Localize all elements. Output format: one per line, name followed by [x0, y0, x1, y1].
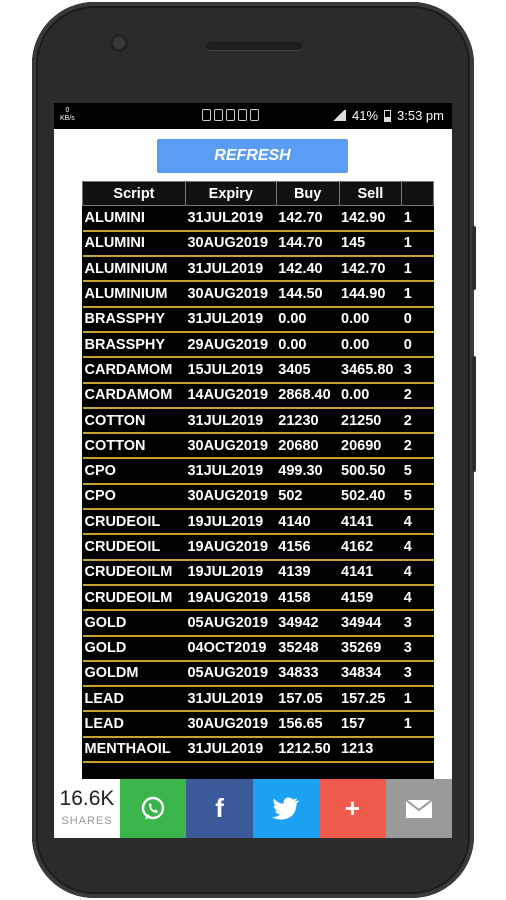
cell-buy: 2868.40 [276, 383, 339, 408]
signal-icon [332, 110, 346, 121]
cell-expiry: 05AUG2019 [185, 610, 276, 635]
cell-script: BRASSPHY [83, 332, 186, 357]
cell-script: ALUMINIUM [83, 256, 186, 281]
cell-extra: 1 [402, 206, 434, 231]
volte-icon [226, 109, 235, 121]
battery-icon [384, 110, 391, 122]
battery-percent: 41% [351, 108, 379, 123]
network-speed-value: 0 [65, 107, 70, 114]
table-header-row [83, 182, 434, 206]
cell-sell: 4141 [339, 509, 402, 534]
table-row[interactable] [83, 610, 434, 635]
notification-icons [202, 109, 259, 121]
cell-sell: 144.90 [339, 281, 402, 306]
quotes-table [82, 181, 434, 763]
cell-expiry: 31JUL2019 [185, 686, 276, 711]
cell-sell: 20690 [339, 433, 402, 458]
cell-extra: 3 [402, 357, 434, 382]
table-body [83, 206, 434, 763]
cell-script: GOLD [83, 610, 186, 635]
cell-sell: 157.25 [339, 686, 402, 711]
cell-expiry: 15JUL2019 [185, 357, 276, 382]
cell-extra: 0 [402, 307, 434, 332]
email-share-button[interactable] [386, 779, 452, 838]
cell-script: LEAD [83, 686, 186, 711]
table-row[interactable] [83, 661, 434, 686]
table-row[interactable] [83, 686, 434, 711]
cell-script: CPO [83, 484, 186, 509]
clock: 3:53 pm [397, 108, 444, 123]
header-sell[interactable]: Sell [339, 182, 402, 206]
cell-expiry: 30AUG2019 [185, 231, 276, 256]
cell-sell: 0.00 [339, 307, 402, 332]
plus-icon: + [344, 793, 360, 823]
whatsapp-icon [139, 795, 167, 823]
earpiece-speaker [206, 42, 302, 50]
cell-expiry: 30AUG2019 [185, 433, 276, 458]
power-button [472, 226, 476, 290]
cell-expiry: 04OCT2019 [185, 636, 276, 661]
cell-script: LEAD [83, 711, 186, 736]
cell-sell: 142.70 [339, 256, 402, 281]
cell-buy: 502 [276, 484, 339, 509]
twitter-icon [272, 797, 300, 821]
facebook-icon: f [215, 793, 224, 823]
cell-sell: 145 [339, 231, 402, 256]
cell-buy: 4156 [276, 534, 339, 559]
cell-expiry: 29AUG2019 [185, 332, 276, 357]
refresh-button[interactable]: REFRESH [157, 139, 348, 173]
cell-extra: 5 [402, 484, 434, 509]
table-row[interactable] [83, 560, 434, 585]
cell-buy: 3405 [276, 357, 339, 382]
cell-script: COTTON [83, 433, 186, 458]
share-bar [54, 779, 452, 838]
cell-expiry: 31JUL2019 [185, 256, 276, 281]
table-row[interactable] [83, 509, 434, 534]
header-expiry[interactable]: Expiry [185, 182, 276, 206]
cell-sell: 502.40 [339, 484, 402, 509]
cell-buy: 157.05 [276, 686, 339, 711]
table-row[interactable] [83, 711, 434, 736]
twitter-share-button[interactable] [253, 779, 319, 838]
cell-expiry: 31JUL2019 [185, 408, 276, 433]
cell-buy: 0.00 [276, 332, 339, 357]
cell-extra: 1 [402, 256, 434, 281]
cell-buy: 4140 [276, 509, 339, 534]
cell-buy: 156.65 [276, 711, 339, 736]
cell-expiry: 19AUG2019 [185, 585, 276, 610]
quotes-table-container[interactable] [82, 181, 434, 781]
facebook-share-button[interactable] [186, 779, 252, 838]
notification-icon [214, 109, 223, 121]
table-row[interactable] [83, 484, 434, 509]
cell-script: CRUDEOILM [83, 560, 186, 585]
cell-sell: 3465.80 [339, 357, 402, 382]
cell-extra: 4 [402, 585, 434, 610]
network-speed-unit: KB/s [60, 115, 75, 122]
cell-extra: 1 [402, 711, 434, 736]
cell-script: GOLDM [83, 661, 186, 686]
cell-buy: 144.70 [276, 231, 339, 256]
table-row[interactable] [83, 231, 434, 256]
cell-extra: 2 [402, 433, 434, 458]
share-count-value: 16.6K [59, 787, 115, 810]
cell-buy: 144.50 [276, 281, 339, 306]
cell-buy: 35248 [276, 636, 339, 661]
cell-sell: 500.50 [339, 458, 402, 483]
table-row[interactable] [83, 307, 434, 332]
cell-sell: 1213 [339, 737, 402, 762]
cell-script: CPO [83, 458, 186, 483]
header-script[interactable]: Script [83, 182, 186, 206]
header-extra[interactable] [402, 182, 434, 206]
cell-expiry: 31JUL2019 [185, 307, 276, 332]
table-row[interactable] [83, 357, 434, 382]
cell-sell: 142.90 [339, 206, 402, 231]
cell-script: CRUDEOILM [83, 585, 186, 610]
cell-script: ALUMINI [83, 206, 186, 231]
cell-expiry: 30AUG2019 [185, 281, 276, 306]
status-right [332, 108, 444, 123]
cell-buy: 34942 [276, 610, 339, 635]
cell-extra: 4 [402, 509, 434, 534]
cell-extra: 4 [402, 560, 434, 585]
cell-sell: 157 [339, 711, 402, 736]
cell-script: CARDAMOM [83, 357, 186, 382]
cell-extra: 3 [402, 636, 434, 661]
network-speed [60, 107, 75, 123]
cell-sell: 4141 [339, 560, 402, 585]
cell-script: CARDAMOM [83, 383, 186, 408]
cell-sell: 0.00 [339, 332, 402, 357]
mail-icon [405, 799, 433, 819]
cell-sell: 35269 [339, 636, 402, 661]
share-count [54, 779, 120, 838]
cell-buy: 4139 [276, 560, 339, 585]
cell-extra: 4 [402, 534, 434, 559]
table-row[interactable] [83, 256, 434, 281]
cell-expiry: 19AUG2019 [185, 534, 276, 559]
cell-script: MENTHAOIL [83, 737, 186, 762]
cell-script: BRASSPHY [83, 307, 186, 332]
cell-extra: 5 [402, 458, 434, 483]
cell-buy: 1212.50 [276, 737, 339, 762]
cell-expiry: 19JUL2019 [185, 560, 276, 585]
cell-extra: 1 [402, 686, 434, 711]
cell-sell: 0.00 [339, 383, 402, 408]
front-camera [110, 34, 128, 52]
cell-expiry: 31JUL2019 [185, 206, 276, 231]
volume-button [472, 356, 476, 472]
cell-expiry: 31JUL2019 [185, 458, 276, 483]
cell-expiry: 19JUL2019 [185, 509, 276, 534]
table-row[interactable] [83, 737, 434, 762]
whatsapp-share-button[interactable] [120, 779, 186, 838]
table-row[interactable] [83, 458, 434, 483]
cell-extra: 3 [402, 661, 434, 686]
cell-script: COTTON [83, 408, 186, 433]
table-row[interactable] [83, 332, 434, 357]
lte-icon [250, 109, 259, 121]
cell-script: ALUMINIUM [83, 281, 186, 306]
cell-extra: 3 [402, 610, 434, 635]
notification-icon [202, 109, 211, 121]
cell-extra: 1 [402, 281, 434, 306]
cell-extra: 2 [402, 408, 434, 433]
status-bar [54, 103, 452, 129]
table-row[interactable] [83, 534, 434, 559]
cell-expiry: 14AUG2019 [185, 383, 276, 408]
cell-expiry: 30AUG2019 [185, 711, 276, 736]
cell-sell: 21250 [339, 408, 402, 433]
table-row[interactable] [83, 636, 434, 661]
wifi-icon [238, 109, 247, 121]
cell-buy: 4158 [276, 585, 339, 610]
table-row[interactable] [83, 433, 434, 458]
cell-sell: 4162 [339, 534, 402, 559]
cell-buy: 142.40 [276, 256, 339, 281]
cell-script: CRUDEOIL [83, 534, 186, 559]
cell-script: CRUDEOIL [83, 509, 186, 534]
cell-sell: 4159 [339, 585, 402, 610]
cell-script: ALUMINI [83, 231, 186, 256]
table-row[interactable] [83, 408, 434, 433]
share-count-label: SHARES [61, 815, 113, 827]
table-row[interactable] [83, 206, 434, 231]
cell-buy: 34833 [276, 661, 339, 686]
table-row[interactable] [83, 383, 434, 408]
cell-buy: 0.00 [276, 307, 339, 332]
cell-sell: 34944 [339, 610, 402, 635]
table-row[interactable] [83, 281, 434, 306]
cell-extra: 0 [402, 332, 434, 357]
cell-buy: 499.30 [276, 458, 339, 483]
cell-sell: 34834 [339, 661, 402, 686]
table-row[interactable] [83, 585, 434, 610]
phone-screen [54, 103, 452, 827]
cell-extra: 2 [402, 383, 434, 408]
cell-buy: 21230 [276, 408, 339, 433]
app-content [54, 129, 452, 827]
cell-buy: 142.70 [276, 206, 339, 231]
cell-extra [402, 737, 434, 762]
header-buy[interactable]: Buy [276, 182, 339, 206]
cell-expiry: 30AUG2019 [185, 484, 276, 509]
more-share-button[interactable] [319, 779, 385, 838]
cell-expiry: 31JUL2019 [185, 737, 276, 762]
cell-buy: 20680 [276, 433, 339, 458]
cell-expiry: 05AUG2019 [185, 661, 276, 686]
cell-script: GOLD [83, 636, 186, 661]
cell-extra: 1 [402, 231, 434, 256]
